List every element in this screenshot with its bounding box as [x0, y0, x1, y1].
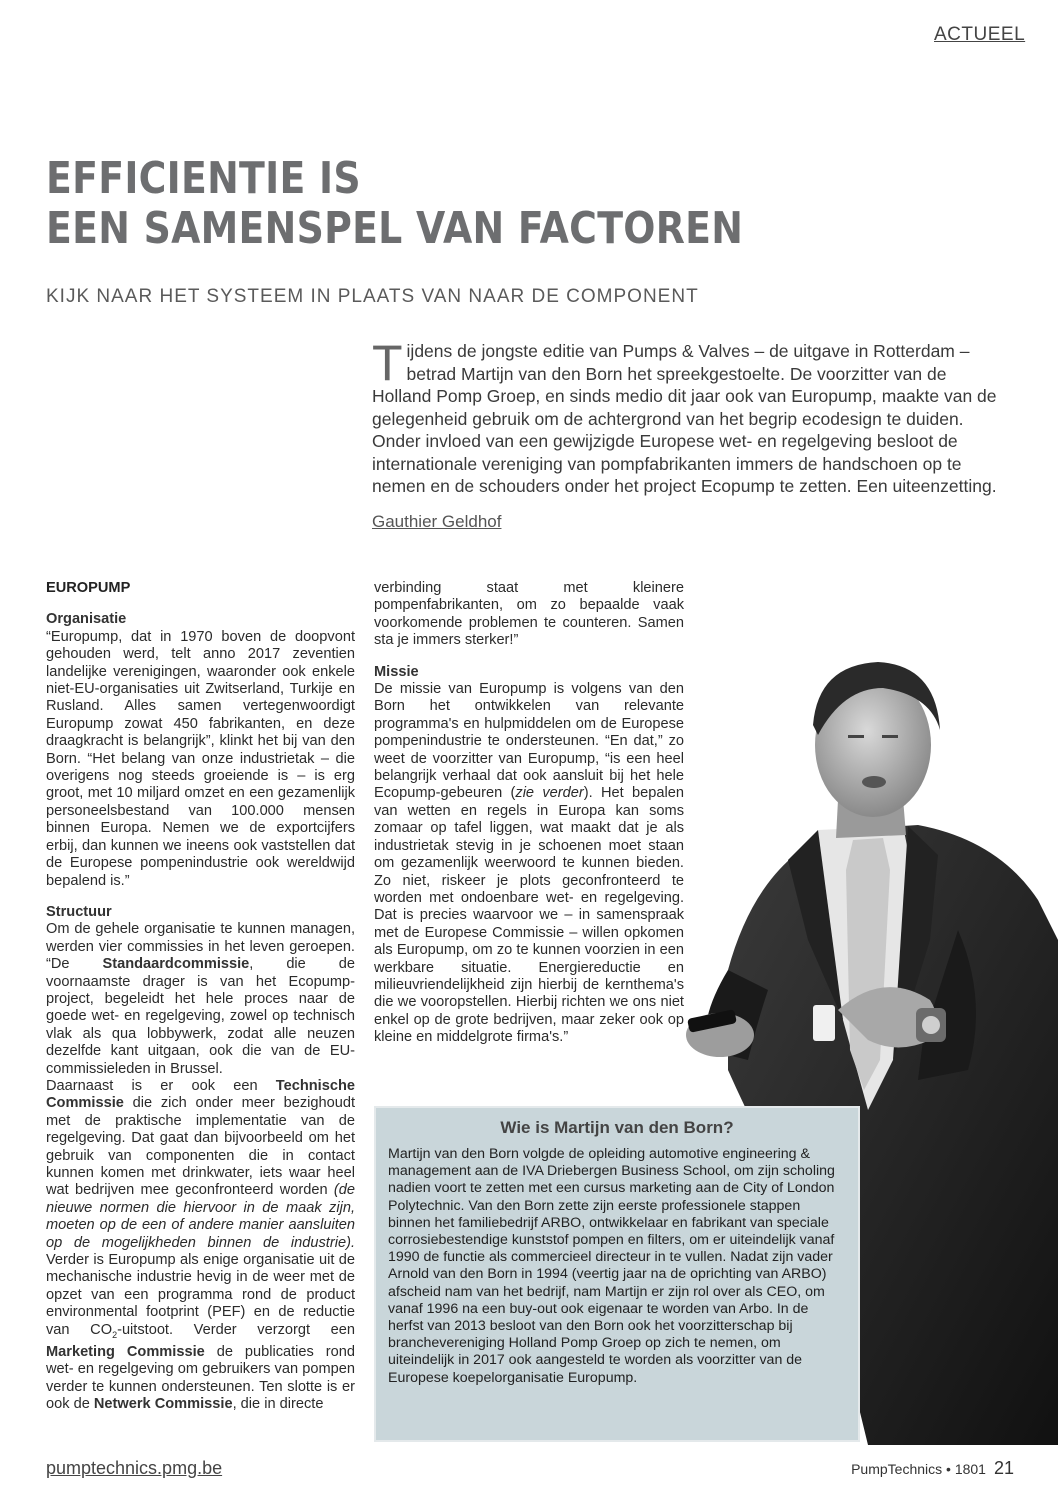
- heading-missie: Missie: [374, 663, 419, 680]
- column-left: [46, 580, 355, 1414]
- drop-cap: T: [372, 335, 403, 391]
- intro-paragraph: [372, 335, 1002, 498]
- subscript-2: 2: [112, 1329, 118, 1340]
- text-span: ). Het bepalen van wetten en regels in Europa kan soms zomaar op tafel liggen, wat maakt dat je als industrietak stevig in je schoenen moet staan om gezamenlijk weerwoord te kunnen bieden. Zo niet, riskeer je plots geconfronteerd te worden met ondoenbare wet- en regelgeving. Dat is precies waarvoor we – in samenspraak met de Europese Commissie – willen opkomen als Europump, om zo te kunnen voorzien in een werkbare situatie. Energiereductie en milieuvriendelijkheid zijn hierbij de kernthema's die we vooropstellen. Hierbij richten we ons niet enkel op de grote bedrijven, maar zeker ook op kleine en middelgrote firma's.”: [374, 785, 684, 1046]
- europump-heading: EUROPUMP: [46, 580, 131, 596]
- text-span: Daarnaast is er ook een: [46, 1077, 276, 1094]
- title-line-2: EEN SAMENSPEL VAN FACTOREN: [46, 203, 744, 254]
- text-span: , die in directe: [232, 1396, 324, 1413]
- bio-title: Wie is Martijn van den Born?: [500, 1118, 734, 1137]
- paragraph-organisatie: “Europump, dat in 1970 boven de doopvont gehouden werd, telt anno 2017 zeventien landelijke verenigingen, waaronder ook enkele niet-EU-organisaties uit Zwitserland, Turkije en Rusland. Alles samen vertegenwoordigt Europump zowat 450 fabrikanten, en deze draagkracht is belangrijk”, klinkt het bij van den Born. “Het belang van onze industrietak – die overigens nog steeds groeiende is – is erg groot, met 10 miljard omzet en een gezamenlijk personeelsbestand van 100.000 mensen binnen Europa. Nemen we de exportcijfers erbij, dan kunnen we ineens ook vaststellen dat de Europese pompenindustrie ook wereldwijd bepalend is.”: [46, 628, 355, 889]
- article-subtitle: KIJK NAAR HET SYSTEEM IN PLAATS VAN NAAR DE COMPONENT: [46, 286, 699, 307]
- text-span: Verder is Europump als enige organisatie uit de mechanische industrie hevig in de weer met de opzet van een programma rond de product environmental footprint (PEF) en de reductie van CO: [46, 1252, 355, 1338]
- section-tag[interactable]: ACTUEEL: [934, 24, 1026, 45]
- paragraph-continued: verbinding staat met kleinere pompenfabrikanten, om zo bepaalde vaak voorkomende problemen te counteren. Samen sta je immers sterker!”: [374, 580, 684, 649]
- magazine-issue: PumpTechnics • 1801: [851, 1461, 986, 1477]
- page-number: 21: [993, 1458, 1014, 1478]
- author-link[interactable]: Gauthier Geldhof: [372, 512, 502, 531]
- text-span: die zich onder meer bezighoudt met de praktische implementatie van de regelgeving. Dat gaat dan bijvoorbeeld om het gebruik van componenten die in contact kunnen komen met drinkwater, iets waar heel wat bedrijven mee geconfronteerd worden: [46, 1095, 355, 1199]
- heading-structuur: Structuur: [46, 903, 112, 920]
- text-span: , die de voornaamste drager is van het Ecopump-project, begeleidt het hele proces naar de goede wet- en regelgeving, zowel op technisch vlak als qua lobbywerk, zodat alle neuzen dezelfde kant uitgaan, ook die van de EU-commissieleden in Brussel.: [46, 956, 355, 1077]
- footer-folio: [851, 1458, 1014, 1479]
- column-middle: [374, 580, 684, 1047]
- italic-zie-verder: zie verder: [515, 785, 584, 802]
- bold-netwerk-commissie: Netwerk Commissie: [93, 1396, 233, 1413]
- paragraph-missie: [374, 681, 684, 1047]
- paragraph-structuur: [46, 921, 355, 1078]
- italic-note: (de nieuwe normen die hiervoor in de maak zijn, moeten op de een of andere manier aansluiten op de mogelijkheden binnen de industrie).: [46, 1182, 355, 1251]
- bio-text: Martijn van den Born volgde de opleiding automotive engineering & management aan de IVA Driebergen Business School, om zijn scholing nadien voort te zetten met een cursus marketing aan de City of London Polytechnic. Van den Born zette zijn eerste professionele stappen binnen het familiebedrijf ARBO, ontwikkelaar en fabrikant van speciale corrosiebestendige kunststof pompen en filters, om er uiteindelijk vanaf 1990 de functie als commercieel directeur in te vullen. Nadat zijn vader Arnold van den Born in 1994 (veertig jaar na de oprichting van ARBO) afscheid nam van het bedrijf, nam Martijn er zijn rol over als CEO, om vanaf 1996 na een buy-out ook eigenaar te worden van Arbo. In de herfst van 2013 besloot van den Born ook het voorzitterschap bij branchevereniging Holland Pomp Groep op zich te nemen, om uiteindelijk in 2017 ook aangesteld te worden als voorzitter van de Europese koepelorganisatie Europump.: [388, 1146, 835, 1386]
- bold-technische-commissie: Technische Commissie: [46, 1077, 355, 1112]
- footer-website-link[interactable]: pumptechnics.pmg.be: [46, 1458, 223, 1478]
- heading-organisatie: Organisatie: [46, 611, 127, 628]
- text-span: de publicaties rond wet- en regelgeving om gebruikers van pompen verder te kunnen ondersteunen. Ten slotte is er ook de: [46, 1343, 355, 1413]
- bold-marketing-commissie: Marketing Commissie: [46, 1343, 205, 1360]
- text-span: Om de gehele organisatie te kunnen managen, werden vier commissies in het leven geroepen. “De: [46, 921, 355, 973]
- paragraph-technische: [46, 1078, 355, 1414]
- article-title: [46, 154, 743, 254]
- bio-box: [374, 1106, 860, 1442]
- text-span: -uitstoot. Verder verzorgt een: [117, 1321, 355, 1338]
- title-line-1: EFFICIENTIE IS: [46, 153, 361, 204]
- intro-text: ijdens de jongste editie van Pumps & Valves – de uitgave in Rotterdam – betrad Martijn van den Born het spreekgestoelte. De voorzitter van de Holland Pomp Groep, en sinds medio dit jaar ook van Europump, maakte van de gelegenheid gebruik om de achtergrond van het begrip ecodesign te duiden. Onder invloed van een gewijzigde Europese wet- en regelgeving besloot de internationale vereniging van pompfabrikanten immers de handschoen op te nemen en de schouders onder het project Ecopump te zetten. Een uiteenzetting.: [372, 341, 997, 496]
- text-span: De missie van Europump is volgens van den Born het ontwikkelen van relevante programma's en hulpmiddelen om de Europese pompenindustrie te ondersteunen. “En dat,” zo weet de voorzitter van Europump, “is een heel belangrijk verhaal dat ook aansluit bij het hele Ecopump-gebeuren (: [374, 681, 684, 802]
- bold-standaardcommissie: Standaardcommissie: [102, 956, 250, 973]
